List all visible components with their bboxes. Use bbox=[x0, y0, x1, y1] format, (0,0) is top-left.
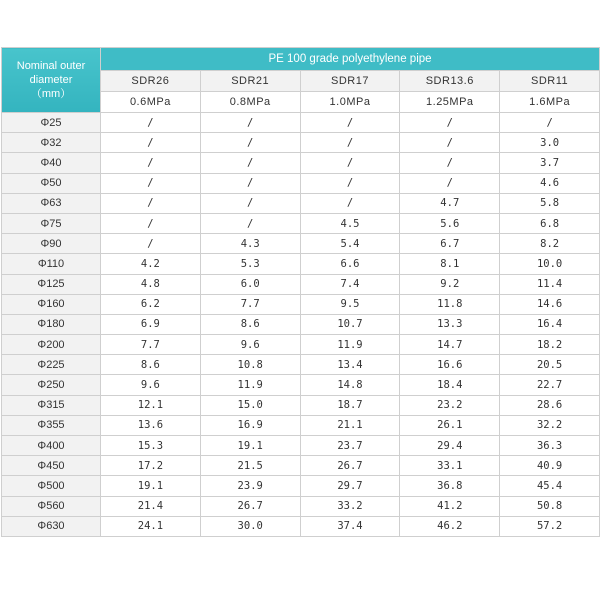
thickness-cell: 30.0 bbox=[200, 516, 300, 536]
thickness-cell: 23.2 bbox=[400, 395, 500, 415]
diameter-cell: Φ160 bbox=[2, 294, 101, 314]
thickness-cell: / bbox=[400, 173, 500, 193]
thickness-cell: 26.1 bbox=[400, 415, 500, 435]
thickness-cell: 41.2 bbox=[400, 496, 500, 516]
thickness-cell: 37.4 bbox=[300, 516, 400, 536]
thickness-cell: 6.6 bbox=[300, 254, 400, 274]
sdr-header: SDR17 bbox=[300, 71, 400, 92]
table-row bbox=[2, 173, 600, 193]
diameter-cell: Φ63 bbox=[2, 193, 101, 213]
thickness-cell: 4.6 bbox=[500, 173, 600, 193]
diameter-cell: Φ630 bbox=[2, 516, 101, 536]
thickness-cell: 15.0 bbox=[200, 395, 300, 415]
diameter-cell: Φ40 bbox=[2, 153, 101, 173]
thickness-cell: / bbox=[101, 213, 201, 233]
diameter-cell: Φ90 bbox=[2, 234, 101, 254]
thickness-cell: / bbox=[101, 193, 201, 213]
diameter-header-line-1: Nominal outer bbox=[16, 60, 86, 72]
thickness-cell: 7.4 bbox=[300, 274, 400, 294]
thickness-cell: 26.7 bbox=[200, 496, 300, 516]
thickness-cell: 19.1 bbox=[101, 476, 201, 496]
table-row bbox=[2, 456, 600, 476]
diameter-cell: Φ50 bbox=[2, 173, 101, 193]
thickness-cell: 9.5 bbox=[300, 294, 400, 314]
thickness-cell: / bbox=[300, 173, 400, 193]
thickness-cell: 50.8 bbox=[500, 496, 600, 516]
thickness-cell: 13.3 bbox=[400, 314, 500, 334]
thickness-cell: 36.3 bbox=[500, 436, 600, 456]
thickness-cell: 8.6 bbox=[200, 314, 300, 334]
thickness-cell: 11.8 bbox=[400, 294, 500, 314]
thickness-cell: 23.9 bbox=[200, 476, 300, 496]
thickness-cell: 14.6 bbox=[500, 294, 600, 314]
pressure-header: 1.0MPa bbox=[300, 92, 400, 113]
thickness-cell: 29.7 bbox=[300, 476, 400, 496]
table-row bbox=[2, 415, 600, 435]
sdr-header: SDR11 bbox=[500, 71, 600, 92]
diameter-cell: Φ315 bbox=[2, 395, 101, 415]
thickness-cell: 6.0 bbox=[200, 274, 300, 294]
thickness-cell: 16.4 bbox=[500, 314, 600, 334]
thickness-cell: 11.4 bbox=[500, 274, 600, 294]
thickness-cell: 11.9 bbox=[300, 335, 400, 355]
diameter-cell: Φ25 bbox=[2, 113, 101, 133]
thickness-cell: 28.6 bbox=[500, 395, 600, 415]
thickness-cell: / bbox=[101, 173, 201, 193]
thickness-cell: / bbox=[400, 153, 500, 173]
thickness-cell: 5.6 bbox=[400, 213, 500, 233]
pressure-header: 0.8MPa bbox=[200, 92, 300, 113]
thickness-cell: 45.4 bbox=[500, 476, 600, 496]
table-row bbox=[2, 254, 600, 274]
table-row bbox=[2, 153, 600, 173]
thickness-cell: 32.2 bbox=[500, 415, 600, 435]
diameter-column-header bbox=[2, 48, 101, 113]
pressure-header: 1.25MPa bbox=[400, 92, 500, 113]
table-row bbox=[2, 335, 600, 355]
thickness-cell: 4.7 bbox=[400, 193, 500, 213]
thickness-cell: 18.7 bbox=[300, 395, 400, 415]
thickness-cell: / bbox=[300, 113, 400, 133]
thickness-cell: 33.1 bbox=[400, 456, 500, 476]
thickness-cell: / bbox=[400, 133, 500, 153]
diameter-header-line-2: diameter bbox=[29, 74, 73, 86]
sdr-header: SDR13.6 bbox=[400, 71, 500, 92]
thickness-cell: / bbox=[500, 113, 600, 133]
thickness-cell: 6.2 bbox=[101, 294, 201, 314]
thickness-cell: 10.7 bbox=[300, 314, 400, 334]
thickness-cell: 4.5 bbox=[300, 213, 400, 233]
table-row bbox=[2, 496, 600, 516]
table-row bbox=[2, 436, 600, 456]
table-row bbox=[2, 375, 600, 395]
diameter-header-line-3: （mm） bbox=[30, 88, 72, 100]
table-row bbox=[2, 274, 600, 294]
thickness-cell: 13.6 bbox=[101, 415, 201, 435]
thickness-cell: 4.8 bbox=[101, 274, 201, 294]
diameter-cell: Φ125 bbox=[2, 274, 101, 294]
table-row bbox=[2, 355, 600, 375]
thickness-cell: 5.3 bbox=[200, 254, 300, 274]
thickness-cell: 36.8 bbox=[400, 476, 500, 496]
thickness-cell: / bbox=[101, 234, 201, 254]
table-row bbox=[2, 516, 600, 536]
thickness-cell: 6.9 bbox=[101, 314, 201, 334]
thickness-cell: 7.7 bbox=[101, 335, 201, 355]
diameter-cell: Φ32 bbox=[2, 133, 101, 153]
thickness-cell: 16.6 bbox=[400, 355, 500, 375]
thickness-cell: 40.9 bbox=[500, 456, 600, 476]
thickness-cell: 24.1 bbox=[101, 516, 201, 536]
table-row bbox=[2, 113, 600, 133]
thickness-cell: / bbox=[200, 113, 300, 133]
thickness-cell: 15.3 bbox=[101, 436, 201, 456]
thickness-cell: 8.1 bbox=[400, 254, 500, 274]
diameter-cell: Φ500 bbox=[2, 476, 101, 496]
thickness-cell: / bbox=[200, 133, 300, 153]
thickness-cell: 9.2 bbox=[400, 274, 500, 294]
thickness-cell: 6.8 bbox=[500, 213, 600, 233]
thickness-cell: / bbox=[300, 153, 400, 173]
diameter-cell: Φ75 bbox=[2, 213, 101, 233]
thickness-cell: 7.7 bbox=[200, 294, 300, 314]
thickness-cell: 29.4 bbox=[400, 436, 500, 456]
table-row bbox=[2, 133, 600, 153]
thickness-cell: 22.7 bbox=[500, 375, 600, 395]
diameter-cell: Φ200 bbox=[2, 335, 101, 355]
diameter-cell: Φ250 bbox=[2, 375, 101, 395]
thickness-cell: / bbox=[200, 153, 300, 173]
thickness-cell: / bbox=[200, 193, 300, 213]
pressure-header: 0.6MPa bbox=[101, 92, 201, 113]
thickness-cell: / bbox=[200, 213, 300, 233]
thickness-cell: 8.2 bbox=[500, 234, 600, 254]
thickness-cell: 10.0 bbox=[500, 254, 600, 274]
thickness-cell: / bbox=[400, 113, 500, 133]
thickness-cell: 57.2 bbox=[500, 516, 600, 536]
thickness-cell: 21.1 bbox=[300, 415, 400, 435]
thickness-cell: 14.7 bbox=[400, 335, 500, 355]
thickness-cell: 18.2 bbox=[500, 335, 600, 355]
diameter-cell: Φ110 bbox=[2, 254, 101, 274]
thickness-cell: 5.4 bbox=[300, 234, 400, 254]
pipe-spec-table bbox=[1, 47, 600, 537]
thickness-cell: / bbox=[101, 153, 201, 173]
table-row bbox=[2, 395, 600, 415]
diameter-cell: Φ225 bbox=[2, 355, 101, 375]
thickness-cell: / bbox=[200, 173, 300, 193]
thickness-cell: 17.2 bbox=[101, 456, 201, 476]
table-row bbox=[2, 476, 600, 496]
table-row bbox=[2, 294, 600, 314]
thickness-cell: / bbox=[300, 133, 400, 153]
diameter-cell: Φ180 bbox=[2, 314, 101, 334]
diameter-cell: Φ560 bbox=[2, 496, 101, 516]
thickness-cell: / bbox=[101, 113, 201, 133]
thickness-cell: 21.4 bbox=[101, 496, 201, 516]
thickness-cell: / bbox=[101, 133, 201, 153]
thickness-cell: 10.8 bbox=[200, 355, 300, 375]
thickness-cell: 3.7 bbox=[500, 153, 600, 173]
group-header: PE 100 grade polyethylene pipe bbox=[101, 48, 600, 71]
thickness-cell: 4.2 bbox=[101, 254, 201, 274]
thickness-cell: 9.6 bbox=[101, 375, 201, 395]
sdr-header: SDR21 bbox=[200, 71, 300, 92]
sdr-header: SDR26 bbox=[101, 71, 201, 92]
thickness-cell: 19.1 bbox=[200, 436, 300, 456]
pressure-header: 1.6MPa bbox=[500, 92, 600, 113]
thickness-cell: 6.7 bbox=[400, 234, 500, 254]
thickness-cell: / bbox=[300, 193, 400, 213]
thickness-cell: 11.9 bbox=[200, 375, 300, 395]
thickness-cell: 13.4 bbox=[300, 355, 400, 375]
thickness-cell: 9.6 bbox=[200, 335, 300, 355]
thickness-cell: 5.8 bbox=[500, 193, 600, 213]
table-row bbox=[2, 213, 600, 233]
diameter-cell: Φ450 bbox=[2, 456, 101, 476]
diameter-cell: Φ400 bbox=[2, 436, 101, 456]
thickness-cell: 26.7 bbox=[300, 456, 400, 476]
thickness-cell: 46.2 bbox=[400, 516, 500, 536]
thickness-cell: 12.1 bbox=[101, 395, 201, 415]
thickness-cell: 4.3 bbox=[200, 234, 300, 254]
table-row bbox=[2, 314, 600, 334]
thickness-cell: 20.5 bbox=[500, 355, 600, 375]
thickness-cell: 18.4 bbox=[400, 375, 500, 395]
diameter-cell: Φ355 bbox=[2, 415, 101, 435]
table-body bbox=[2, 113, 600, 537]
thickness-cell: 3.0 bbox=[500, 133, 600, 153]
thickness-cell: 8.6 bbox=[101, 355, 201, 375]
thickness-cell: 14.8 bbox=[300, 375, 400, 395]
pipe-spec-table-container bbox=[1, 47, 599, 537]
thickness-cell: 23.7 bbox=[300, 436, 400, 456]
thickness-cell: 21.5 bbox=[200, 456, 300, 476]
table-row bbox=[2, 193, 600, 213]
table-row bbox=[2, 234, 600, 254]
thickness-cell: 33.2 bbox=[300, 496, 400, 516]
thickness-cell: 16.9 bbox=[200, 415, 300, 435]
